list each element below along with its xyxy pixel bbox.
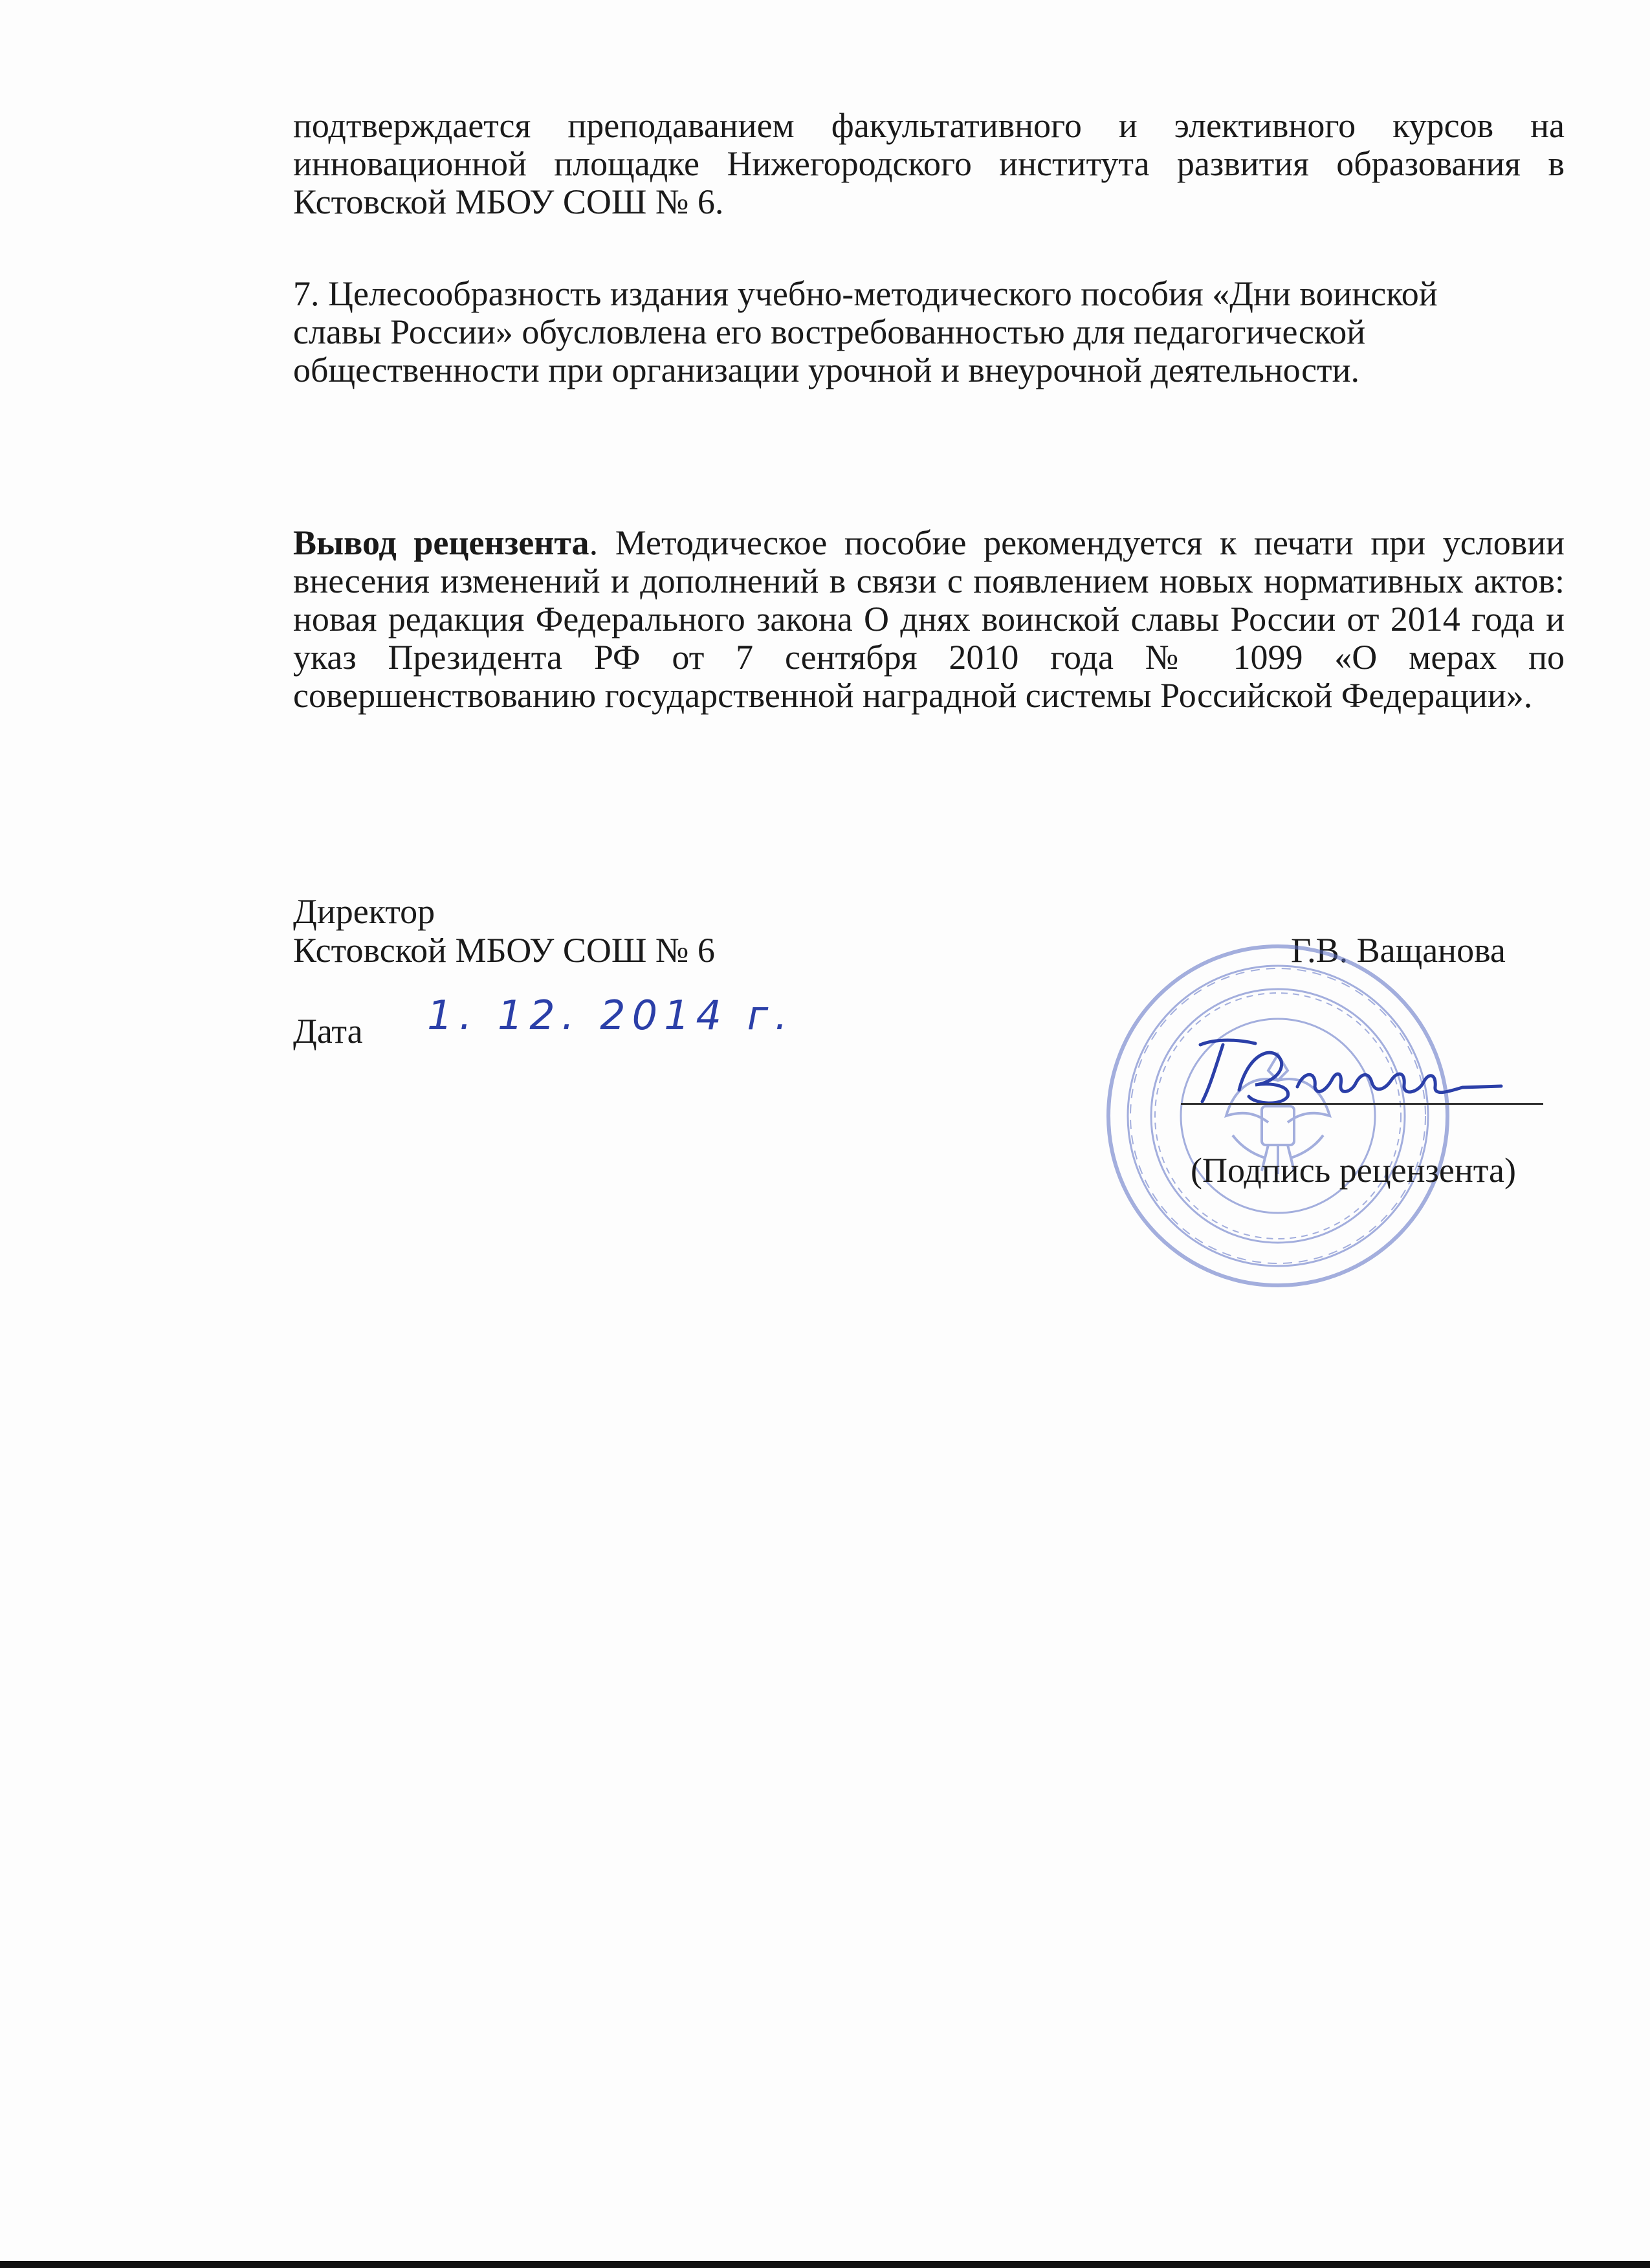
reviewer-signature — [1178, 1025, 1514, 1116]
signature-line — [1181, 1103, 1543, 1105]
signature-caption: (Подпись рецензента) — [1191, 1151, 1516, 1190]
conclusion-body: . Методическое пособие рекомендуется к печати при условии внесения изменений и дополнений в связи с появлением новых нормативных актов: новая редакция Федерального закона О днях воинской славы России от 2014 года и указ Президента РФ от 7 сентября 2010 года № 1099 «О мерах по совершенствованию государственной наградной системы Российской Федерации». — [293, 523, 1565, 715]
conclusion-heading: Вывод рецензента — [293, 523, 589, 562]
scan-edge — [0, 2261, 1650, 2268]
paragraph-continued: подтверждается преподаванием факультативного и элективного курсов на инновационной площадке Нижегородского института развития образования в Кстовской МБОУ СОШ № 6. — [293, 106, 1565, 221]
director-name: Г.В. Ващанова — [1291, 931, 1506, 970]
date-label: Дата — [293, 1012, 363, 1051]
handwritten-date: 1. 12. 2014 г. — [427, 992, 794, 1039]
paragraph-seven: 7. Целесообразность издания учебно-методического пособия «Дни воинской славы России» обусловлена его востребованностью для педагогической общественности при организации урочной и внеурочной деятельности. — [293, 274, 1438, 389]
school-name: Кстовской МБОУ СОШ № 6 — [293, 931, 715, 970]
director-title: Директор — [293, 892, 435, 931]
reviewer-conclusion — [293, 524, 1565, 715]
official-stamp — [1103, 941, 1453, 1291]
